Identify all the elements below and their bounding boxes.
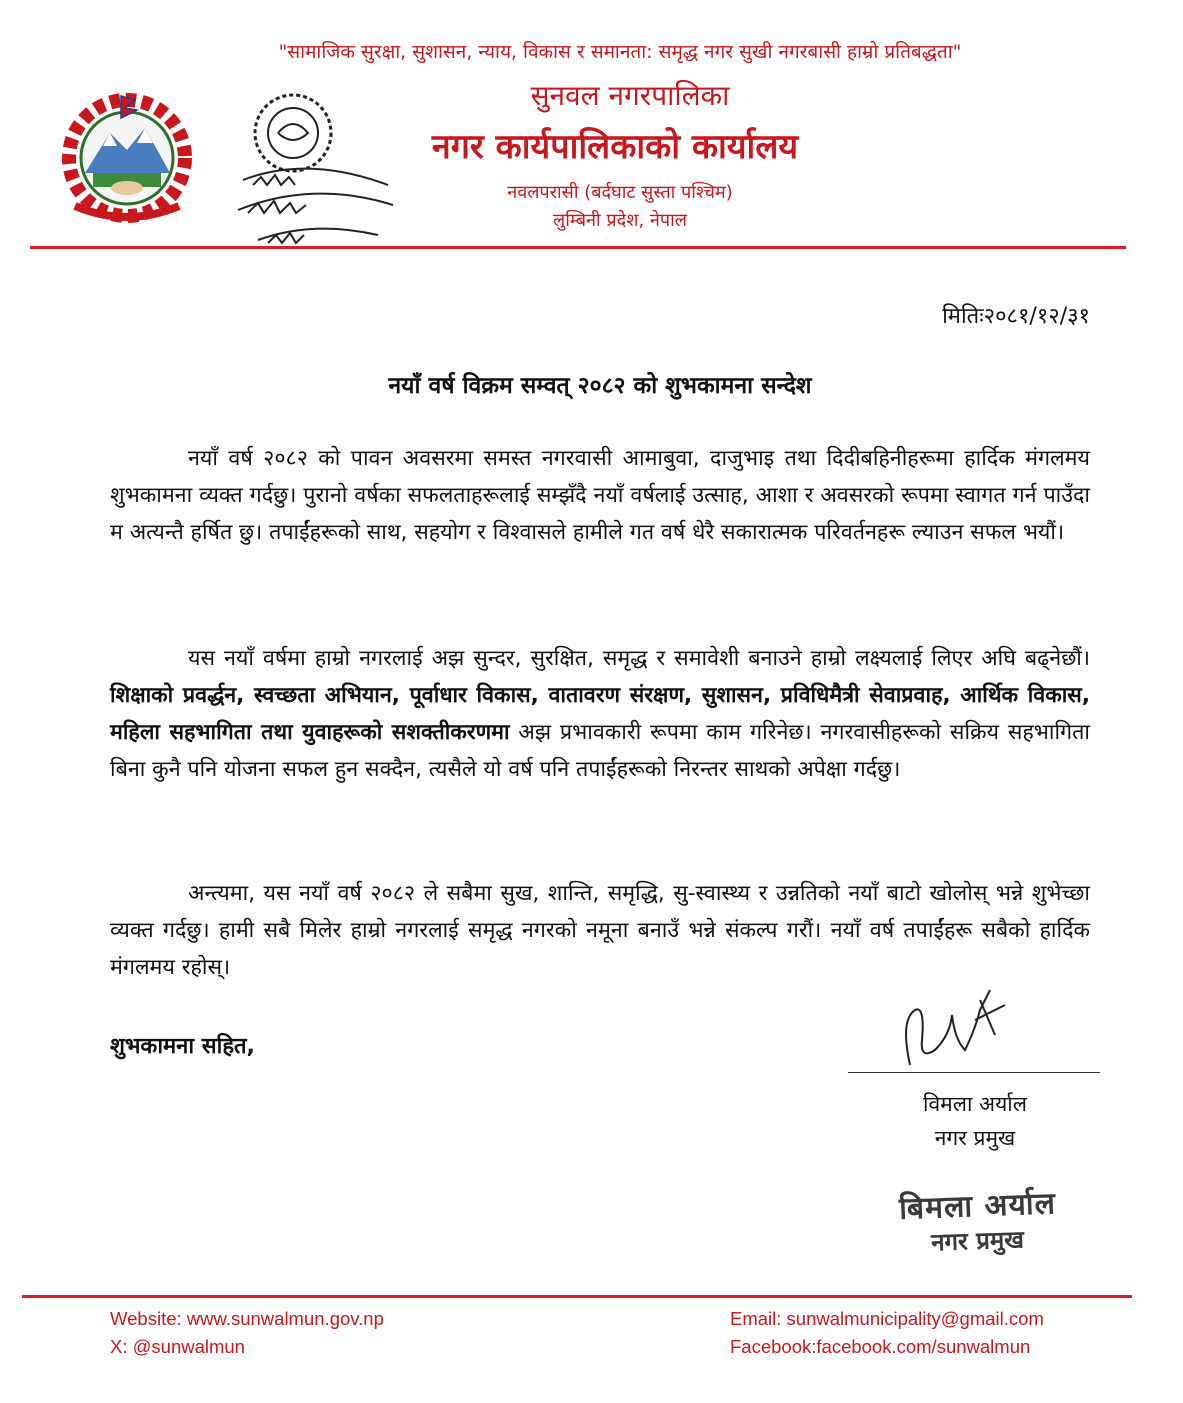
handwritten-signature-icon	[880, 980, 1030, 1070]
office-district: नवलपरासी (बर्दघाट सुस्ता पश्चिम)	[507, 182, 733, 203]
footer-divider	[22, 1295, 1132, 1298]
letter-date: मितिः२०८१/१२/३१	[942, 304, 1090, 329]
letter-subject: नयाँ वर्ष विक्रम सम्वत् २०८२ को शुभकामना सन्देश	[388, 373, 812, 399]
name-stamp: बिमला अर्याल	[898, 1186, 1057, 1227]
header-motto: "सामाजिक सुरक्षा, सुशासन, न्याय, विकास र समानता: समृद्ध नगर सुखी नगरबासी हाम्रो प्रतिबद्धता"	[278, 41, 962, 63]
title-stamp: नगर प्रमुख	[930, 1225, 1025, 1257]
signer-name: विमला अर्याल	[923, 1092, 1027, 1116]
office-name: नगर कार्यपालिकाको कार्यालय	[431, 127, 799, 167]
closing-line: शुभकामना सहित,	[110, 1034, 255, 1059]
paragraph-3: अन्त्यमा, यस नयाँ वर्ष २०८२ ले सबैमा सुख, शान्ति, समृद्धि, सु-स्वास्थ्य र उन्नतिको नयाँ बाटो खोलोस् भन्ने शुभेच्छा व्यक्त गर्दछु। हामी सबै मिलेर हाम्रो नगरलाई समृद्ध नगरको नमूना बनाउँ भन्ने संकल्प गरौं। नयाँ वर्ष तपाईंहरू सबैको हार्दिक मंगलमय रहोस्।	[110, 881, 1090, 980]
paragraph-2	[110, 640, 1090, 788]
signature-line	[848, 1072, 1100, 1073]
nepal-emblem-icon	[55, 88, 200, 228]
office-province: लुम्बिनी प्रदेश, नेपाल	[553, 210, 687, 231]
footer-website[interactable]: Website: www.sunwalmun.gov.np	[110, 1308, 384, 1329]
paragraph-2-end: अझ प्रभावकारी रूपमा काम गरिनेछ। नगरवासीहरूको सक्रिय सहभागिता बिना कुनै पनि योजना सफल हुन सक्दैन, त्यसैले यो वर्ष पनि तपाईंहरूको निरन्तर साथको अपेक्षा गर्दछु।	[110, 720, 1090, 782]
paragraph-2-bold: शिक्षाको प्रवर्द्धन, स्वच्छता अभियान, पूर्वाधार विकास, वातावरण संरक्षण, सुशासन, प्रविधिमैत्री सेवाप्रवाह, आर्थिक विकास, महिला सहभागिता तथा युवाहरूको सशक्तीकरणमा	[110, 683, 1090, 745]
header-divider	[30, 246, 1126, 249]
municipal-stamp-icon	[218, 85, 403, 255]
paragraph-1: नयाँ वर्ष २०८२ को पावन अवसरमा समस्त नगरवासी आमाबुवा, दाजुभाइ तथा दिदीबहिनीहरूमा हार्दिक मंगलमय शुभकामना व्यक्त गर्दछु। पुरानो वर्षका सफलताहरूलाई सम्झँदै नयाँ वर्षलाई उत्साह, आशा र अवसरको रूपमा स्वागत गर्न पाउँदा म अत्यन्तै हर्षित छु। तपाईंहरूको साथ, सहयोग र विश्वासले हामीले गत वर्ष धेरै सकारात्मक परिवर्तनहरू ल्याउन सफल भयौं।	[110, 446, 1090, 545]
paragraph-2-start: यस नयाँ वर्षमा हाम्रो नगरलाई अझ सुन्दर, सुरक्षित, समृद्ध र समावेशी बनाउने हाम्रो लक्ष्यलाई लिएर अघि बढ्नेछौं।	[188, 646, 1090, 671]
footer-email[interactable]: Email: sunwalmunicipality@gmail.com	[730, 1308, 1044, 1329]
org-name: सुनवल नगरपालिका	[530, 79, 730, 112]
footer-facebook[interactable]: Facebook:facebook.com/sunwalmun	[730, 1336, 1031, 1357]
signer-title: नगर प्रमुख	[934, 1126, 1016, 1150]
footer-x-handle[interactable]: X: @sunwalmun	[110, 1336, 245, 1357]
